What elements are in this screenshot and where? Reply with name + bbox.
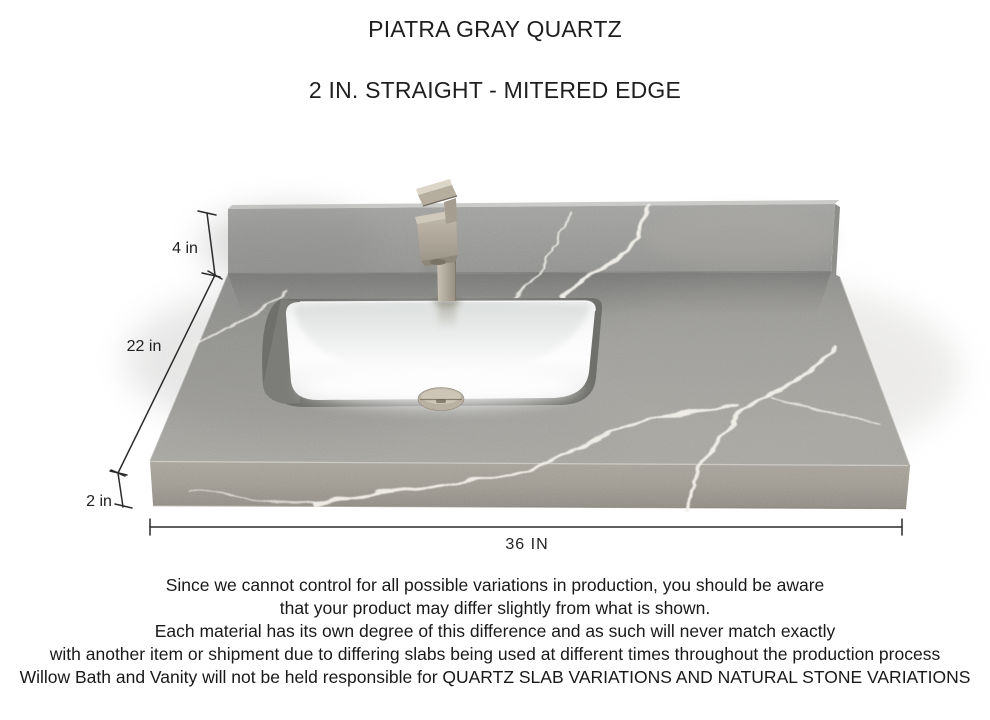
sink-basin (262, 298, 602, 411)
faucet-neck (444, 198, 457, 224)
page-title: PIATRA GRAY QUARTZ (368, 16, 622, 42)
disclaimer-line: Willow Bath and Vanity will not be held responsible for QUARTZ SLAB VARIATIONS AND NATURAL STONE VARIATIONS (19, 667, 971, 687)
dimension-line-36in (150, 519, 902, 535)
dimension-line-2in (110, 471, 132, 508)
dimension-label-4in: 4 in (172, 240, 198, 257)
disclaimer-line: with another item or shipment due to differing slabs being used at different times throughout the production process (49, 644, 941, 664)
disclaimer-line: Each material has its own degree of this difference and as such will never match exactly (154, 621, 836, 641)
disclaimer-line: that your product may differ slightly from what is shown. (279, 598, 711, 618)
countertop (125, 179, 960, 511)
drain-overflow-cap (418, 388, 464, 411)
disclaimer-line: Since we cannot control for all possible variations in production, you should be aware (165, 575, 825, 595)
page-subtitle: 2 IN. STRAIGHT - MITERED EDGE (308, 77, 682, 103)
dimension-label-36in: 36 IN (505, 536, 549, 553)
dimension-label-22in: 22 in (126, 338, 162, 355)
faucet-spout-body (417, 217, 458, 261)
dimension-label-2in: 2 in (86, 493, 112, 510)
faucet-aerator (430, 259, 446, 265)
backsplash (200, 200, 840, 283)
disclaimer (0, 574, 990, 689)
